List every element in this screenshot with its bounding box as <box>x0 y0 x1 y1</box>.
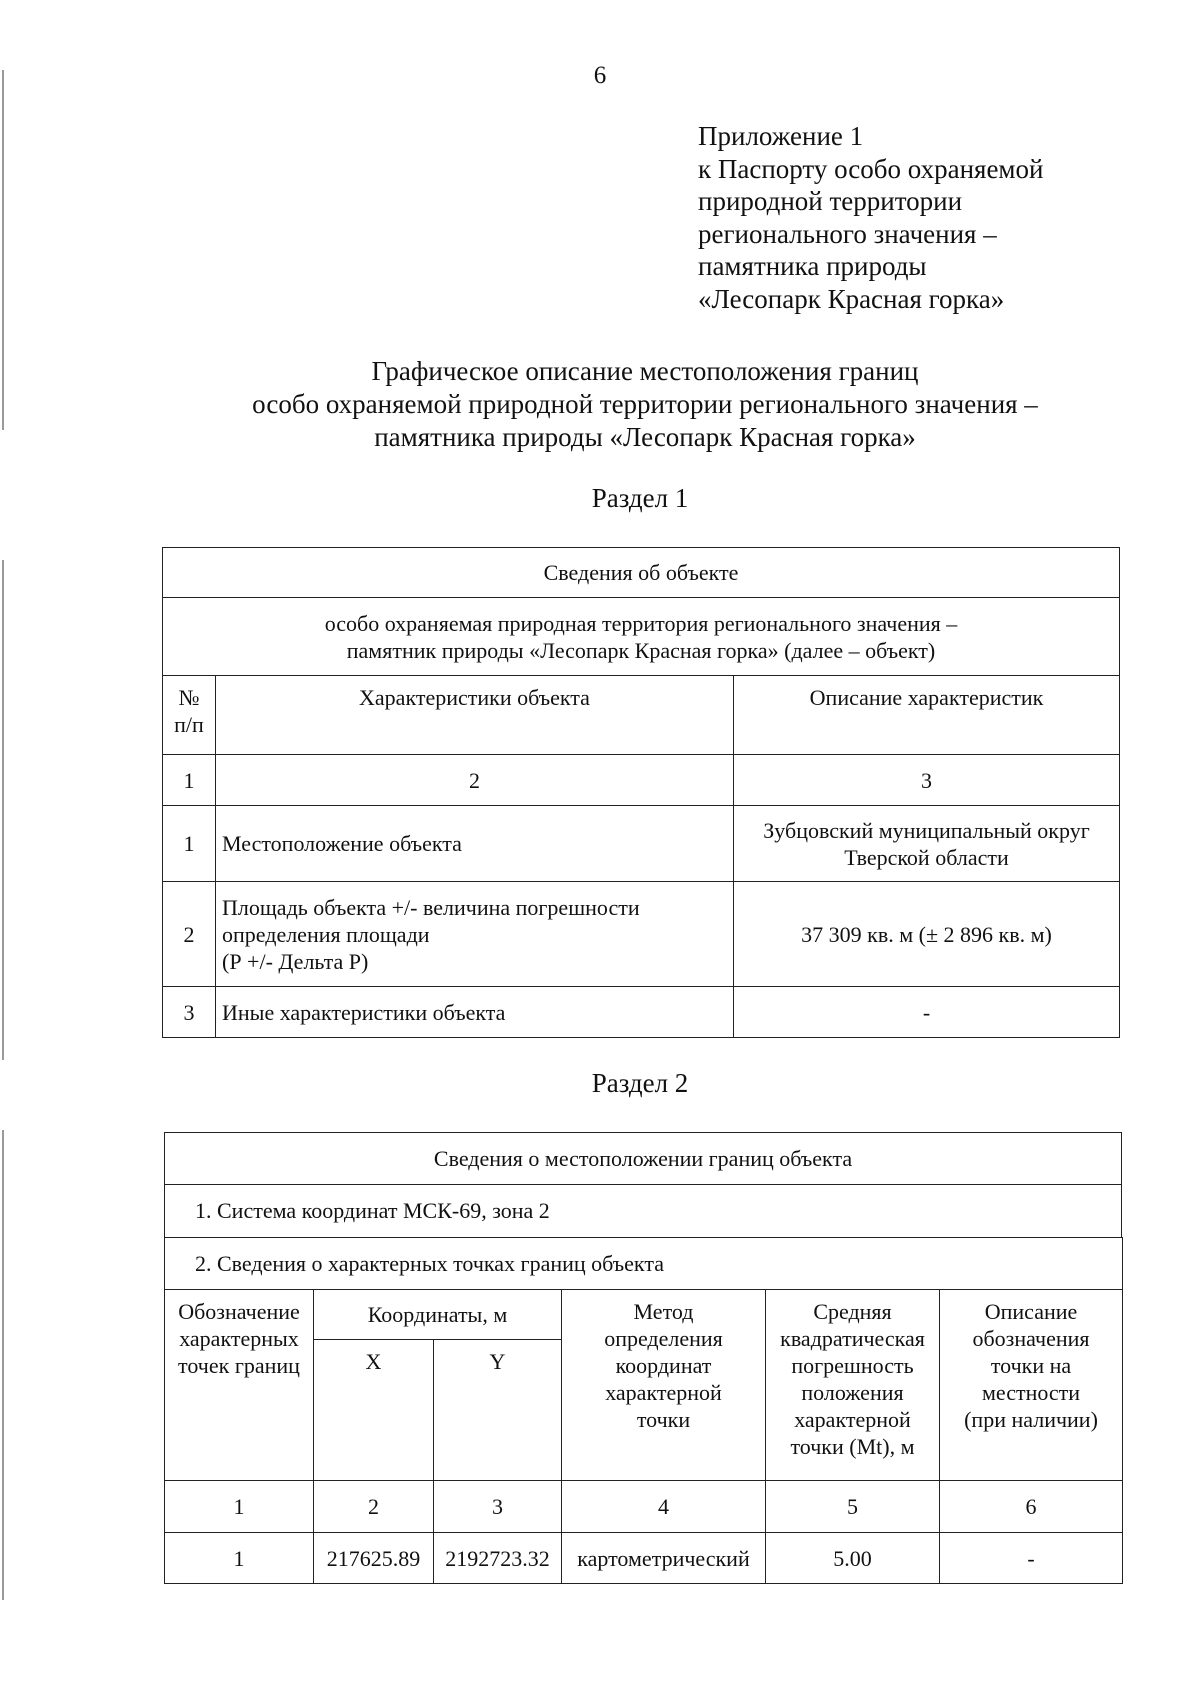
point-designation: 1 <box>165 1533 314 1584</box>
title-line: памятника природы «Лесопарк Красная горка» <box>374 422 916 452</box>
header-line: характерных <box>179 1326 299 1351</box>
boundary-header-table <box>164 1132 1122 1237</box>
row-value <box>734 806 1120 882</box>
object-name-line: памятник природы «Лесопарк Красная горка» (далее – объект) <box>346 637 936 663</box>
points-title: 2. Сведения о характерных точках границ объекта <box>165 1238 1123 1290</box>
table-title-row <box>163 548 1120 598</box>
header-location <box>940 1290 1123 1481</box>
points-table <box>164 1237 1123 1584</box>
object-info-table <box>162 547 1120 1038</box>
object-name-line: особо охраняемая природная территория регионального значения – <box>324 610 958 636</box>
header-line: квадратическая <box>780 1326 925 1351</box>
header-line: Обозначение <box>178 1299 300 1324</box>
point-x: 217625.89 <box>314 1533 434 1584</box>
row-characteristic: Местоположение объекта <box>216 806 734 882</box>
section1-heading: Раздел 1 <box>591 483 689 513</box>
boundary-title: Сведения о местоположении границ объекта <box>165 1133 1122 1185</box>
point-error: 5.00 <box>766 1533 940 1584</box>
header-line: определения <box>604 1326 723 1351</box>
row-characteristic-line: определения площади <box>222 921 430 947</box>
header-characteristics: Характеристики объекта <box>216 676 734 755</box>
appendix-line: регионального значения – <box>698 218 997 249</box>
document-title <box>0 355 1200 454</box>
section2-heading: Раздел 2 <box>591 1068 689 1098</box>
object-info-title: Сведения об объекте <box>163 548 1120 598</box>
row-characteristic <box>216 882 734 987</box>
title-line: Графическое описание местоположения границ <box>371 356 919 386</box>
scan-edge-mark <box>2 1130 4 1600</box>
table-row <box>165 1533 1123 1584</box>
column-number: 2 <box>216 755 734 806</box>
column-number-row <box>165 1481 1123 1533</box>
row-characteristic: Иные характеристики объекта <box>216 987 734 1038</box>
header-designation <box>165 1290 314 1481</box>
page-number: 6 <box>593 62 607 89</box>
points-title-row <box>165 1238 1123 1290</box>
header-line: обозначения <box>972 1326 1090 1351</box>
row-value-line: Зубцовский муниципальный округ <box>763 817 1090 843</box>
appendix-block <box>698 120 1043 315</box>
column-number: 3 <box>434 1481 562 1533</box>
row-characteristic-line: (Р +/- Дельта Р) <box>222 948 369 974</box>
table-title-row <box>165 1133 1122 1185</box>
row-value: 37 309 кв. м (± 2 896 кв. м) <box>734 882 1120 987</box>
header-line: характерной <box>794 1407 911 1432</box>
scan-edge-mark <box>2 560 4 1060</box>
row-value-line: Тверской области <box>844 844 1009 870</box>
column-number: 6 <box>940 1481 1123 1533</box>
header-line: Средняя <box>813 1299 892 1324</box>
column-number: 4 <box>562 1481 766 1533</box>
header-line: Метод <box>633 1299 694 1324</box>
appendix-line: «Лесопарк Красная горка» <box>698 283 1005 314</box>
header-line: местности <box>981 1380 1081 1405</box>
header-line: точек границ <box>178 1353 300 1378</box>
header-line: погрешность <box>791 1353 914 1378</box>
header-num <box>163 676 216 755</box>
header-line: Описание <box>984 1299 1078 1324</box>
header-coordinates: Координаты, м <box>314 1290 562 1340</box>
header-line: точки <box>636 1407 691 1432</box>
header-description: Описание характеристик <box>734 676 1120 755</box>
row-num: 2 <box>163 882 216 987</box>
header-line: точки на <box>990 1353 1072 1378</box>
header-method <box>562 1290 766 1481</box>
point-location: - <box>940 1533 1123 1584</box>
row-value: - <box>734 987 1120 1038</box>
header-row <box>163 676 1120 755</box>
appendix-line: памятника природы <box>698 251 927 281</box>
header-error <box>766 1290 940 1481</box>
point-y: 2192723.32 <box>434 1533 562 1584</box>
header-x: X <box>314 1340 434 1481</box>
appendix-line: Приложение 1 <box>698 121 864 151</box>
row-num: 1 <box>163 806 216 882</box>
column-number: 2 <box>314 1481 434 1533</box>
header-row <box>165 1290 1123 1340</box>
point-method: картометрический <box>562 1533 766 1584</box>
header-line: координат <box>615 1353 712 1378</box>
coordinate-system: 1. Система координат МСК-69, зона 2 <box>165 1185 1122 1237</box>
table-row <box>163 882 1120 987</box>
column-number-row <box>163 755 1120 806</box>
column-number: 3 <box>734 755 1120 806</box>
object-name-row <box>163 598 1120 676</box>
header-y: Y <box>434 1340 562 1481</box>
header-num-line: № <box>178 685 200 710</box>
table-row <box>163 987 1120 1038</box>
table-row <box>163 806 1120 882</box>
row-num: 3 <box>163 987 216 1038</box>
appendix-line: к Паспорту особо охраняемой <box>698 153 1044 184</box>
title-line: особо охраняемой природной территории регионального значения – <box>252 389 1038 419</box>
header-line: характерной <box>605 1380 722 1405</box>
header-line: положения <box>801 1380 904 1405</box>
header-line: (при наличии) <box>964 1407 1098 1432</box>
appendix-line: природной территории <box>698 186 963 216</box>
column-number: 1 <box>165 1481 314 1533</box>
row-characteristic-line: Площадь объекта +/- величина погрешности <box>222 894 640 920</box>
header-line: точки (Mt), м <box>790 1434 915 1459</box>
column-number: 1 <box>163 755 216 806</box>
column-number: 5 <box>766 1481 940 1533</box>
header-num-line: п/п <box>174 712 204 737</box>
coordinate-system-row <box>165 1185 1122 1237</box>
object-name-cell <box>163 598 1120 676</box>
